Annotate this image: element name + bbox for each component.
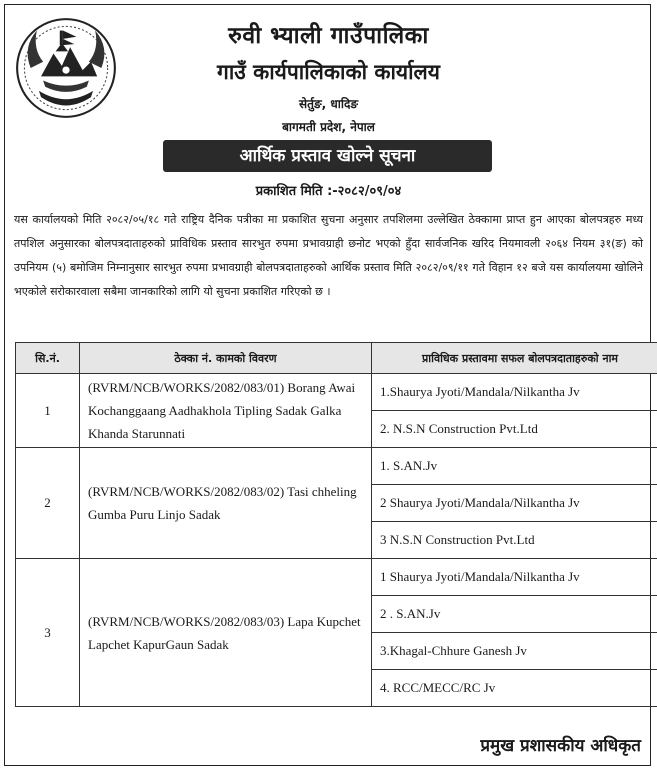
office-subtitle: गाउँ कार्यपालिकाको कार्यालय	[217, 60, 440, 84]
notice-body: यस कार्यालयको मिति २०८२/०५/१८ गते राष्ट्रिय दैनिक पत्रीका मा प्रकाशित सुचना अनुसार तपशिलमा उल्लेखित ठेक्कामा प्राप्त हुन आएका बोलपत्रहरु मध्य तपशिल अनुसारका बोलपत्रदाताहरुको प्राविधिक प्रस्ताव सारभुत रुपमा प्रभावग्राही छनोट भएको हुँदा सार्वजनिक खरिद नियमावली २०६४ नियम ३१(ङ) को उपनियम (५) बमोजिम निम्नानुसार सारभुत रुपमा प्रभावग्राही बोलपत्रदाताहरुको आर्थिक प्रस्ताव मिति २०८२/०९/११ गते विहान १२ बजे यस कार्यालयमा खोलिने भएकोले सरोकारवाला सबैमा जानकारिको लागि यो सुचना प्रकाशित गरिएको छ ।	[14, 213, 643, 298]
notice-title: आर्थिक प्रस्ताव खोल्ने सूचना	[163, 140, 492, 172]
bidder-cell: 2. N.S.N Construction Pvt.Ltd	[372, 411, 657, 448]
bidder-cell: 1. S.AN.Jv	[372, 448, 657, 485]
header-sn: सि.नं.	[16, 343, 80, 374]
address-line-2: बागमती प्रदेश, नेपाल	[282, 120, 375, 134]
bidder-cell: 1.Shaurya Jyoti/Mandala/Nilkantha Jv	[372, 374, 657, 411]
bidder-cell: 3 N.S.N Construction Pvt.Ltd	[372, 522, 657, 559]
row-description: (RVRM/NCB/WORKS/2082/083/03) Lapa Kupchet Lapchet KapurGaun Sadak	[80, 559, 372, 707]
signature-designation: प्रमुख प्रशासकीय अधिकृत	[480, 736, 641, 756]
row-description: (RVRM/NCB/WORKS/2082/083/01) Borang Awai Kochanggaang Aadhakhola Tipling Sadak Galka Khanda Starunnati	[80, 374, 372, 448]
bidder-cell: 3.Khagal-Chhure Ganesh Jv	[372, 633, 657, 670]
address-line-1: सेर्तुङ, धादिङ	[299, 97, 358, 111]
header-description: ठेक्का नं. कामको विवरण	[80, 343, 372, 374]
row-description: (RVRM/NCB/WORKS/2082/083/02) Tasi chheling Gumba Puru Linjo Sadak	[80, 448, 372, 559]
row-sn: 1	[16, 374, 80, 448]
table-row	[16, 559, 657, 596]
table-header-row	[16, 343, 657, 374]
table-row	[16, 448, 657, 485]
bidder-cell: 2 . S.AN.Jv	[372, 596, 657, 633]
bidders-table	[15, 342, 657, 707]
row-sn: 2	[16, 448, 80, 559]
office-name: रुवी भ्याली गाउँपालिका	[228, 23, 429, 49]
row-sn: 3	[16, 559, 80, 707]
bidder-cell: 1 Shaurya Jyoti/Mandala/Nilkantha Jv	[372, 559, 657, 596]
publish-date: प्रकाशित मिति :-२०८२/०९/०४	[255, 184, 402, 199]
bidder-cell: 2 Shaurya Jyoti/Mandala/Nilkantha Jv	[372, 485, 657, 522]
table-row	[16, 374, 657, 411]
header-bidders: प्राविधिक प्रस्तावमा सफल बोलपत्रदाताहरुको नाम	[372, 343, 657, 374]
bidder-cell: 4. RCC/MECC/RC Jv	[372, 670, 657, 707]
